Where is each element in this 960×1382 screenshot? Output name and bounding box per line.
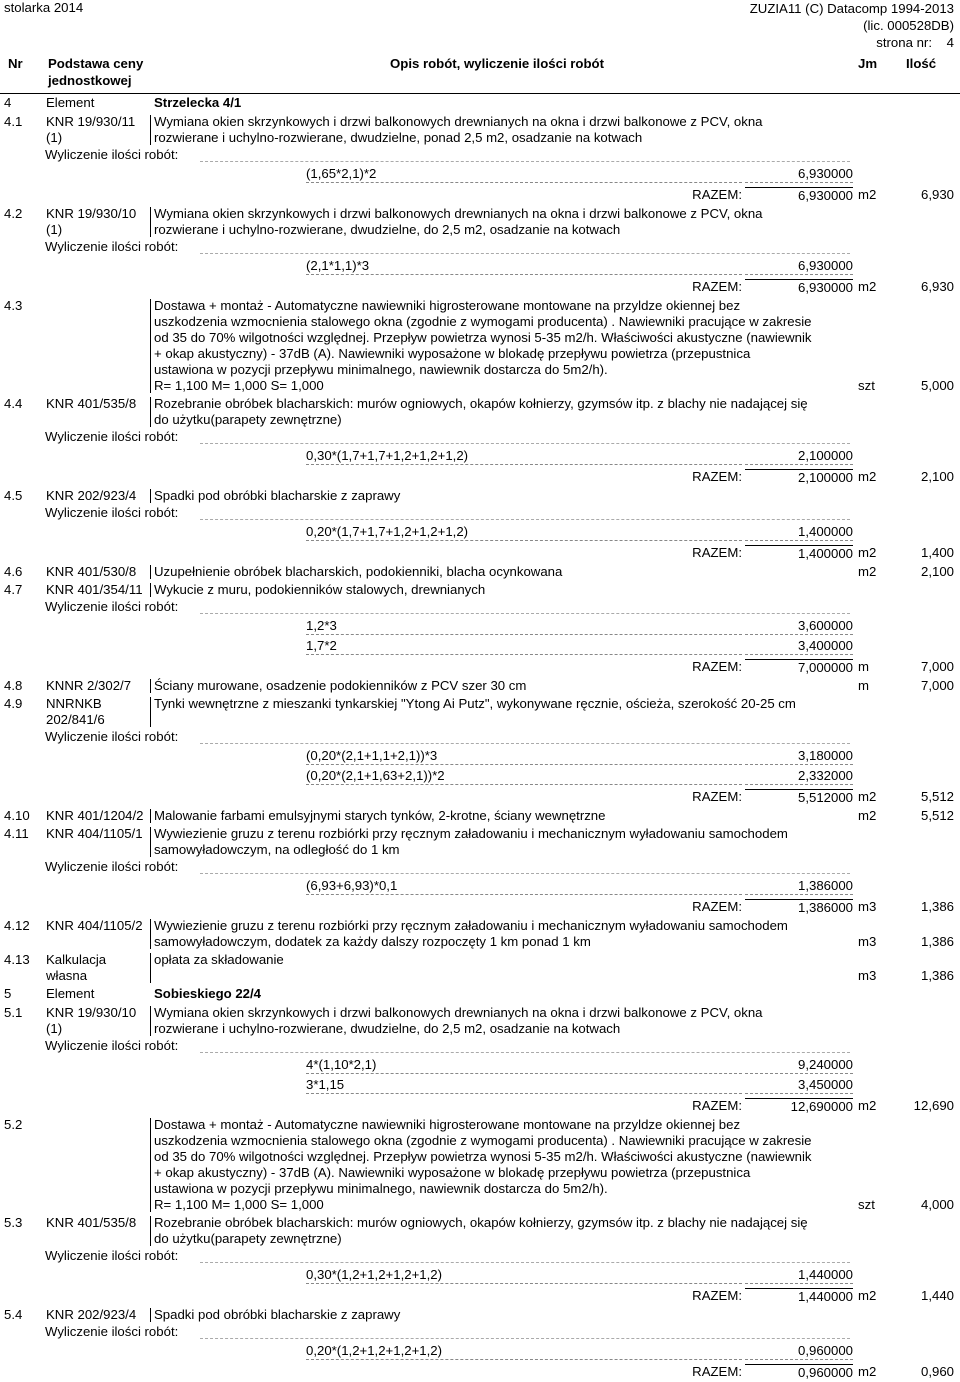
total-label: RAZEM: — [692, 279, 742, 294]
calculation-expression: 4*(1,10*2,1) — [306, 1057, 742, 1074]
calculation-value: 1,386000 — [745, 878, 853, 895]
position-row — [0, 917, 960, 951]
calculation-label: Wyliczenie ilości robót: — [45, 859, 179, 874]
position-row — [0, 951, 960, 985]
position-number: 5.1 — [4, 1005, 23, 1020]
calculation-expression: (6,93+6,93)*0,1 — [306, 878, 742, 895]
total-value: 12,690000 — [745, 1098, 853, 1115]
position-number: 4.2 — [4, 206, 23, 221]
calculation-label-row — [0, 599, 960, 615]
calculation-row — [0, 1343, 960, 1360]
basis-divider — [150, 565, 151, 579]
total-row — [0, 1364, 960, 1382]
position-number: 4.9 — [4, 696, 23, 711]
calculation-expression: (1,65*2,1)*2 — [306, 166, 742, 183]
basis-line: NNRNKB — [46, 696, 102, 711]
quantity: 7,000 — [920, 678, 954, 693]
total-row — [0, 659, 960, 677]
calculation-expression: (0,20*(2,1+1,1+2,1))*3 — [306, 748, 742, 765]
license-number: (lic. 000528DB) — [863, 18, 954, 33]
calculation-label-row — [0, 505, 960, 521]
position-header — [0, 395, 960, 429]
calculation-expression: 1,7*2 — [306, 638, 742, 655]
dotted-line — [200, 427, 850, 444]
calculation-row — [0, 524, 960, 541]
calculation-expression: 1,2*3 — [306, 618, 742, 635]
position-number: 4.10 — [4, 808, 30, 823]
basis-line: 202/841/6 — [46, 712, 105, 727]
position-number: 4.13 — [4, 952, 30, 967]
calculation-row — [0, 1077, 960, 1094]
position-header — [0, 205, 960, 239]
element-line — [0, 94, 960, 113]
position-row — [0, 825, 960, 917]
total-value: 2,100000 — [745, 469, 853, 486]
description-line: Ściany murowane, osadzenie podokienników z PCV szer 30 cm — [154, 678, 527, 693]
calculation-expression: 0,30*(1,7+1,7+1,2+1,2+1,2) — [306, 448, 742, 465]
col-nr: Nr — [8, 56, 23, 71]
description-line: Dostawa + montaż - Automatyczne nawiewniki higrosterowane montowane na przyldze okiennej bez — [154, 1117, 741, 1132]
basis-divider — [150, 953, 151, 983]
description-line: od 35 do 70% wilgotności względnej. Przepływ powietrza wynosi 5-35 m2/h. Właściwości akustyczne (nawiewnik — [154, 330, 812, 345]
basis-line: KNR 202/923/4 — [46, 1307, 137, 1322]
total-unit: m2 — [858, 279, 877, 294]
description-line: rozwierane i uchylno-rozwierane, dwudzielne, do 2,5 m2, osadzanie na kotwach — [154, 222, 621, 237]
element-row — [0, 94, 960, 113]
calculation-value: 0,960000 — [745, 1343, 853, 1360]
dotted-line — [200, 857, 850, 874]
total-quantity: 1,440 — [920, 1288, 954, 1303]
total-row — [0, 469, 960, 487]
total-value: 6,930000 — [745, 187, 853, 204]
basis-line: KNR 401/535/8 — [46, 1215, 137, 1230]
basis-divider — [150, 207, 151, 237]
calculation-row — [0, 258, 960, 275]
total-quantity: 2,100 — [920, 469, 954, 484]
unit: szt — [858, 378, 875, 393]
total-label: RAZEM: — [692, 187, 742, 202]
calculation-value: 3,180000 — [745, 748, 853, 765]
position-number: 5.3 — [4, 1215, 23, 1230]
calculation-label-row — [0, 1324, 960, 1340]
quantity: 5,000 — [920, 378, 954, 393]
calculation-label-row — [0, 1248, 960, 1264]
description-line: do użytku(parapety zewnętrzne) — [154, 1231, 342, 1246]
calculation-row — [0, 768, 960, 785]
calculation-label-row — [0, 859, 960, 875]
basis-line: własna — [46, 968, 88, 983]
calculation-label: Wyliczenie ilości robót: — [45, 1324, 179, 1339]
calculation-value: 3,450000 — [745, 1077, 853, 1094]
total-unit: m3 — [858, 899, 877, 914]
calculation-expression: 0,20*(1,2+1,2+1,2+1,2) — [306, 1343, 742, 1360]
basis-line: (1) — [46, 130, 63, 145]
unit: m — [858, 678, 869, 693]
total-unit: m2 — [858, 187, 877, 202]
calculation-row — [0, 878, 960, 895]
basis-line: Kalkulacja — [46, 952, 107, 967]
basis-divider — [150, 679, 151, 693]
col-basis-2: jednostkowej — [48, 73, 132, 88]
total-unit: m2 — [858, 469, 877, 484]
total-label: RAZEM: — [692, 1288, 742, 1303]
description-line: rozwierane i uchylno-rozwierane, dwudzielne, ponad 2,5 m2, osadzanie na kotwach — [154, 130, 643, 145]
basis-divider — [150, 1006, 151, 1036]
description-line: samowyładowczym, na odległość do 1 km — [154, 842, 400, 857]
description-line: ustawiona w pozycji przepływu minimalnego, nawiewnik dostarcza do 5m2/h). — [154, 362, 608, 377]
basis-divider — [150, 583, 151, 597]
description-line: Wykucie z muru, podokienników stalowych, drewnianych — [154, 582, 486, 597]
basis-line: KNR 404/1105/1 — [46, 826, 143, 841]
position-header — [0, 825, 960, 859]
total-label: RAZEM: — [692, 469, 742, 484]
total-row — [0, 545, 960, 563]
total-value: 0,960000 — [745, 1364, 853, 1381]
position-row — [0, 113, 960, 205]
position-row — [0, 807, 960, 825]
unit: m3 — [858, 934, 877, 949]
description-line: Wymiana okien skrzynkowych i drzwi balkonowych drewnianych na okna i drzwi balkonowe z PCV, okna — [154, 1005, 763, 1020]
position-header — [0, 951, 960, 985]
position-number: 4.7 — [4, 582, 23, 597]
calculation-value: 2,100000 — [745, 448, 853, 465]
calculation-label: Wyliczenie ilości robót: — [45, 239, 179, 254]
total-row — [0, 279, 960, 297]
calculation-label: Wyliczenie ilości robót: — [45, 1248, 179, 1263]
total-label: RAZEM: — [692, 545, 742, 560]
basis-line: KNR 19/930/10 — [46, 206, 137, 221]
element-number: 5 — [4, 986, 12, 1001]
program-name: ZUZIA11 (C) Datacomp 1994-2013 — [749, 1, 954, 16]
calculation-expression: 0,30*(1,2+1,2+1,2+1,2) — [306, 1267, 742, 1284]
description-line: + okap akustyczny) - 37dB (A). Nawiewniki wyposażone w blokadę przepływu powietrza (przepustnica — [154, 346, 751, 361]
total-label: RAZEM: — [692, 659, 742, 674]
total-row — [0, 1098, 960, 1116]
position-row — [0, 395, 960, 487]
element-label: Element — [46, 95, 95, 110]
position-row — [0, 1004, 960, 1116]
basis-line: (1) — [46, 222, 63, 237]
description-line: Dostawa + montaż - Automatyczne nawiewniki higrosterowane montowane na przyldze okiennej bez — [154, 298, 741, 313]
col-unit: Jm — [858, 56, 878, 71]
dotted-line — [200, 237, 850, 254]
total-quantity: 1,386 — [920, 899, 954, 914]
description-line: rozwierane i uchylno-rozwierane, dwudzielne, do 2,5 m2, osadzanie na kotwach — [154, 1021, 621, 1036]
total-row — [0, 1288, 960, 1306]
dotted-line — [200, 1322, 850, 1339]
total-value: 5,512000 — [745, 789, 853, 806]
element-name: Sobieskiego 22/4 — [154, 986, 262, 1001]
calculation-label: Wyliczenie ilości robót: — [45, 729, 179, 744]
col-basis-1: Podstawa ceny — [48, 56, 144, 71]
description-line: + okap akustyczny) - 37dB (A). Nawiewniki wyposażone w blokadę przepływu powietrza (przepustnica — [154, 1165, 751, 1180]
quantity: 1,386 — [920, 968, 954, 983]
description-line: R= 1,100 M= 1,000 S= 1,000 — [154, 1197, 324, 1212]
position-row — [0, 205, 960, 297]
total-unit: m2 — [858, 1364, 877, 1379]
basis-divider — [150, 489, 151, 503]
description-line: Rozebranie obróbek blacharskich: murów ogniowych, okapów kołnierzy, gzymsów itp. z blachy nie nadającej się — [154, 396, 808, 411]
calculation-label: Wyliczenie ilości robót: — [45, 147, 179, 162]
column-headers — [0, 56, 960, 92]
position-header — [0, 1214, 960, 1248]
element-row — [0, 985, 960, 1004]
position-header — [0, 563, 960, 581]
total-row — [0, 789, 960, 807]
basis-line: KNR 401/535/8 — [46, 396, 137, 411]
col-quantity: Ilość — [906, 56, 937, 71]
calculation-label: Wyliczenie ilości robót: — [45, 599, 179, 614]
position-row — [0, 1214, 960, 1306]
calculation-label: Wyliczenie ilości robót: — [45, 1038, 179, 1053]
position-number: 4.3 — [4, 298, 23, 313]
basis-divider — [150, 919, 151, 949]
element-label: Element — [46, 986, 95, 1001]
calculation-row — [0, 1267, 960, 1284]
unit: szt — [858, 1197, 875, 1212]
total-value: 6,930000 — [745, 279, 853, 296]
calculation-label-row — [0, 429, 960, 445]
position-number: 5.2 — [4, 1117, 23, 1132]
calculation-row — [0, 618, 960, 635]
position-number: 4.8 — [4, 678, 23, 693]
calculation-value: 6,930000 — [745, 258, 853, 275]
calculation-label-row — [0, 729, 960, 745]
dotted-line — [200, 1246, 850, 1263]
calculation-row — [0, 748, 960, 765]
total-quantity: 7,000 — [920, 659, 954, 674]
unit: m3 — [858, 968, 877, 983]
basis-divider — [150, 809, 151, 823]
position-row — [0, 1116, 960, 1214]
basis-divider — [150, 1216, 151, 1246]
calculation-expression: 3*1,15 — [306, 1077, 742, 1094]
description-line: R= 1,100 M= 1,000 S= 1,000 — [154, 378, 324, 393]
calculation-expression: (0,20*(2,1+1,63+2,1))*2 — [306, 768, 742, 785]
col-description: Opis robót, wyliczenie ilości robót — [390, 56, 604, 71]
description-line: Wymiana okien skrzynkowych i drzwi balkonowych drewnianych na okna i drzwi balkonowe z PCV, okna — [154, 114, 763, 129]
calculation-value: 1,400000 — [745, 524, 853, 541]
total-unit: m2 — [858, 1098, 877, 1113]
total-value: 1,400000 — [745, 545, 853, 562]
calculation-label-row — [0, 1038, 960, 1054]
total-value: 7,000000 — [745, 659, 853, 676]
basis-line: KNNR 2/302/7 — [46, 678, 132, 693]
position-number: 4.5 — [4, 488, 23, 503]
basis-line: KNR 19/930/11 — [46, 114, 136, 129]
basis-line: KNR 401/1204/2 — [46, 808, 144, 823]
total-value: 1,440000 — [745, 1288, 853, 1305]
basis-line: KNR 401/530/8 — [46, 564, 137, 579]
position-header — [0, 1116, 960, 1214]
description-line: samowyładowczym, dodatek za każdy dalszy rozpoczęty 1 km ponad 1 km — [154, 934, 591, 949]
calculation-label-row — [0, 239, 960, 255]
total-quantity: 12,690 — [913, 1098, 954, 1113]
quantity: 5,512 — [920, 808, 954, 823]
document-title: stolarka 2014 — [4, 0, 84, 15]
description-line: Malowanie farbami emulsyjnymi starych tynków, 2-krotne, ściany wewnętrzne — [154, 808, 606, 823]
description-line: do użytku(parapety zewnętrzne) — [154, 412, 342, 427]
total-quantity: 0,960 — [920, 1364, 954, 1379]
calculation-row — [0, 638, 960, 655]
calculation-value: 3,400000 — [745, 638, 853, 655]
position-header — [0, 113, 960, 147]
basis-line: (1) — [46, 1021, 63, 1036]
calculation-row — [0, 166, 960, 183]
dotted-line — [200, 727, 850, 744]
basis-divider — [150, 299, 151, 393]
total-quantity: 6,930 — [920, 279, 954, 294]
total-label: RAZEM: — [692, 789, 742, 804]
calculation-row — [0, 1057, 960, 1074]
total-quantity: 5,512 — [920, 789, 954, 804]
description-line: uszkodzenia wzmocnienia stalowego okna (zgodnie z wymogami producenta) . Nawiewniki pracujące w zakresie — [154, 314, 812, 329]
calculation-value: 1,440000 — [745, 1267, 853, 1284]
description-line: Spadki pod obróbki blacharskie z zaprawy — [154, 1307, 401, 1322]
basis-line: KNR 202/923/4 — [46, 488, 137, 503]
position-row — [0, 487, 960, 563]
dotted-line — [200, 145, 850, 162]
position-header — [0, 807, 960, 825]
basis-line: KNR 401/354/11 — [46, 582, 143, 597]
calculation-value: 3,600000 — [745, 618, 853, 635]
total-value: 1,386000 — [745, 899, 853, 916]
program-info — [750, 0, 954, 51]
quantity: 1,386 — [920, 934, 954, 949]
calculation-value: 9,240000 — [745, 1057, 853, 1074]
calculation-expression: 0,20*(1,7+1,7+1,2+1,2+1,2) — [306, 524, 742, 541]
position-row — [0, 563, 960, 581]
element-number: 4 — [4, 95, 12, 110]
basis-divider — [150, 1118, 151, 1212]
unit: m2 — [858, 564, 877, 579]
position-row — [0, 695, 960, 807]
element-name: Strzelecka 4/1 — [154, 95, 242, 110]
position-number: 4.11 — [4, 826, 29, 841]
basis-line: KNR 404/1105/2 — [46, 918, 143, 933]
position-row — [0, 581, 960, 677]
total-unit: m — [858, 659, 869, 674]
description-line: Rozebranie obróbek blacharskich: murów ogniowych, okapów kołnierzy, gzymsów itp. z blachy nie nadającej się — [154, 1215, 808, 1230]
total-quantity: 6,930 — [920, 187, 954, 202]
dotted-line — [200, 1036, 850, 1053]
description-line: opłata za składowanie — [154, 952, 284, 967]
description-line: Wywiezienie gruzu z terenu rozbiórki przy ręcznym załadowaniu i mechanicznym wyładowaniu samochodem — [154, 918, 788, 933]
description-line: ustawiona w pozycji przepływu minimalnego, nawiewnik dostarcza do 5m2/h). — [154, 1181, 608, 1196]
basis-divider — [150, 1308, 151, 1322]
total-unit: m2 — [858, 789, 877, 804]
description-line: Wywiezienie gruzu z terenu rozbiórki przy ręcznym załadowaniu i mechanicznym wyładowaniu samochodem — [154, 826, 788, 841]
total-row — [0, 187, 960, 205]
description-line: od 35 do 70% wilgotności względnej. Przepływ powietrza wynosi 5-35 m2/h. Właściwości akustyczne (nawiewnik — [154, 1149, 812, 1164]
basis-divider — [150, 827, 151, 857]
calculation-expression: (2,1*1,1)*3 — [306, 258, 742, 275]
total-unit: m2 — [858, 1288, 877, 1303]
description-line: Spadki pod obróbki blacharskie z zaprawy — [154, 488, 401, 503]
position-row — [0, 297, 960, 395]
element-line — [0, 985, 960, 1004]
position-row — [0, 677, 960, 695]
total-label: RAZEM: — [692, 1098, 742, 1113]
page-number: strona nr: 4 — [876, 35, 954, 50]
description-line: Uzupełnienie obróbek blacharskich, podokienniki, blacha ocynkowana — [154, 564, 563, 579]
unit: m2 — [858, 808, 877, 823]
calculation-value: 6,930000 — [745, 166, 853, 183]
calculation-row — [0, 448, 960, 465]
position-number: 5.4 — [4, 1307, 23, 1322]
position-number: 4.12 — [4, 918, 30, 933]
position-header — [0, 1004, 960, 1038]
quantity: 2,100 — [920, 564, 954, 579]
basis-line: KNR 19/930/10 — [46, 1005, 137, 1020]
position-number: 4.1 — [4, 114, 23, 129]
total-unit: m2 — [858, 545, 877, 560]
total-label: RAZEM: — [692, 899, 742, 914]
position-header — [0, 917, 960, 951]
description-line: Wymiana okien skrzynkowych i drzwi balkonowych drewnianych na okna i drzwi balkonowe z PCV, okna — [154, 206, 763, 221]
calculation-label: Wyliczenie ilości robót: — [45, 429, 179, 444]
position-number: 4.6 — [4, 564, 23, 579]
dotted-line — [200, 503, 850, 520]
position-header — [0, 297, 960, 395]
position-header — [0, 695, 960, 729]
cost-estimate-body — [0, 94, 960, 1382]
calculation-label: Wyliczenie ilości robót: — [45, 505, 179, 520]
basis-divider — [150, 115, 151, 145]
total-label: RAZEM: — [692, 1364, 742, 1379]
calculation-label-row — [0, 147, 960, 163]
position-header — [0, 677, 960, 695]
position-number: 4.4 — [4, 396, 23, 411]
total-quantity: 1,400 — [920, 545, 954, 560]
calculation-value: 2,332000 — [745, 768, 853, 785]
description-line: Tynki wewnętrzne z mieszanki tynkarskiej "Ytong Ai Putz", wykonywane ręcznie, ościeża, szerokość 20-25 cm — [154, 696, 796, 711]
dotted-line — [200, 597, 850, 614]
quantity: 4,000 — [920, 1197, 954, 1212]
total-row — [0, 899, 960, 917]
description-line: uszkodzenia wzmocnienia stalowego okna (zgodnie z wymogami producenta) . Nawiewniki pracujące w zakresie — [154, 1133, 812, 1148]
basis-divider — [150, 397, 151, 427]
basis-divider — [150, 697, 151, 727]
